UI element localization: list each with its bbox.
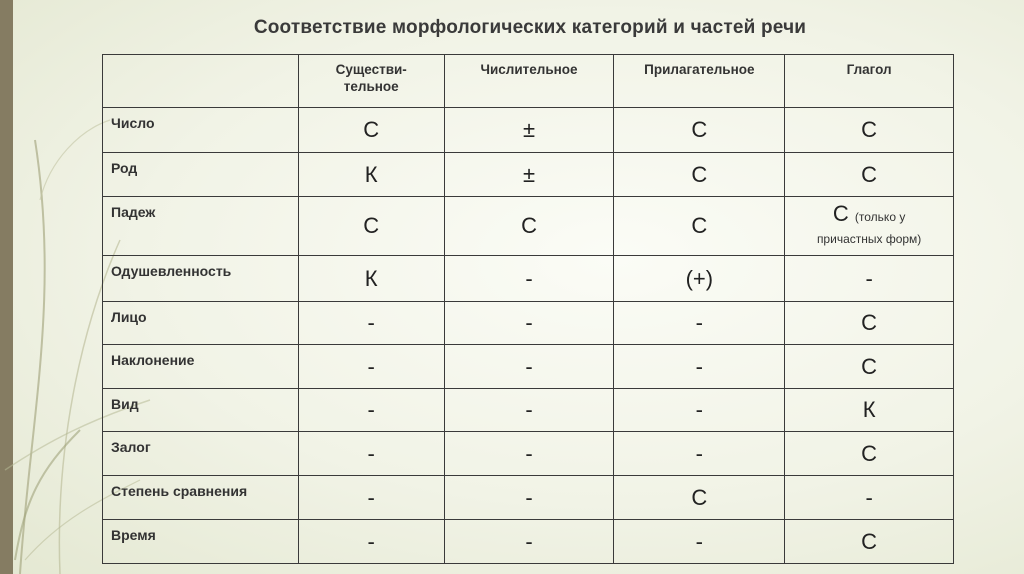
header-noun-line1: Существи- — [335, 62, 407, 77]
table-cell: С — [614, 108, 785, 153]
table-cell: - — [614, 302, 785, 345]
row-label: Вид — [103, 389, 299, 432]
table-cell: С — [614, 153, 785, 197]
table-cell: К — [785, 389, 954, 432]
page-title: Соответствие морфологических категорий и частей речи — [253, 17, 807, 38]
table-cell: - — [444, 476, 614, 520]
table-row — [103, 108, 954, 153]
table-cell: С — [785, 345, 954, 389]
table-cell: ± — [444, 108, 614, 153]
table-cell: С — [785, 520, 954, 564]
table-cell: С — [785, 432, 954, 476]
table-cell: - — [444, 302, 614, 345]
row-label: Время — [103, 520, 299, 564]
header-noun — [298, 55, 444, 108]
table-cell: - — [785, 256, 954, 302]
header-noun-line2: тельное — [343, 79, 399, 94]
row-label: Наклонение — [103, 345, 299, 389]
table-cell: С — [785, 108, 954, 153]
table-cell: (+) — [614, 256, 785, 302]
table-cell: - — [298, 389, 444, 432]
table-row — [103, 520, 954, 564]
table-cell: С — [614, 476, 785, 520]
table-cell: С — [444, 197, 614, 256]
header-empty — [103, 55, 299, 108]
table-row — [103, 389, 954, 432]
cell-value: С — [832, 201, 849, 226]
table-cell: К — [298, 256, 444, 302]
table-cell: - — [614, 432, 785, 476]
row-label: Залог — [103, 432, 299, 476]
cell-note-line2: причастных форм) — [816, 232, 922, 246]
table-cell: - — [614, 389, 785, 432]
row-label: Одушевленность — [103, 256, 299, 302]
table-header-row — [103, 55, 954, 108]
table-cell: - — [298, 302, 444, 345]
table-row — [103, 432, 954, 476]
table-cell: К — [298, 153, 444, 197]
row-label: Род — [103, 153, 299, 197]
row-label: Число — [103, 108, 299, 153]
table-cell — [785, 197, 954, 256]
table-cell: - — [444, 389, 614, 432]
table-row — [103, 153, 954, 197]
table-cell: С — [785, 302, 954, 345]
table-cell: С — [785, 153, 954, 197]
table-cell: - — [614, 345, 785, 389]
table-cell: - — [298, 432, 444, 476]
table-row — [103, 345, 954, 389]
table-row — [103, 197, 954, 256]
header-verb: Глагол — [785, 55, 954, 108]
table-cell: - — [298, 520, 444, 564]
header-numeral: Числительное — [444, 55, 614, 108]
row-label: Лицо — [103, 302, 299, 345]
header-adjective: Прилагательное — [614, 55, 785, 108]
table-cell: - — [444, 256, 614, 302]
table-cell: С — [298, 108, 444, 153]
table-cell: С — [614, 197, 785, 256]
table-cell: С — [298, 197, 444, 256]
table-cell: ± — [444, 153, 614, 197]
table-cell: - — [614, 520, 785, 564]
table-cell: - — [444, 520, 614, 564]
cell-note: (только у — [854, 210, 906, 224]
morphology-table — [102, 54, 954, 564]
row-label: Степень сравнения — [103, 476, 299, 520]
row-label: Падеж — [103, 197, 299, 256]
table-cell: - — [298, 345, 444, 389]
table-row — [103, 476, 954, 520]
table-cell: - — [785, 476, 954, 520]
table-row — [103, 256, 954, 302]
table-cell: - — [444, 432, 614, 476]
table-row — [103, 302, 954, 345]
table-cell: - — [444, 345, 614, 389]
table-cell: - — [298, 476, 444, 520]
